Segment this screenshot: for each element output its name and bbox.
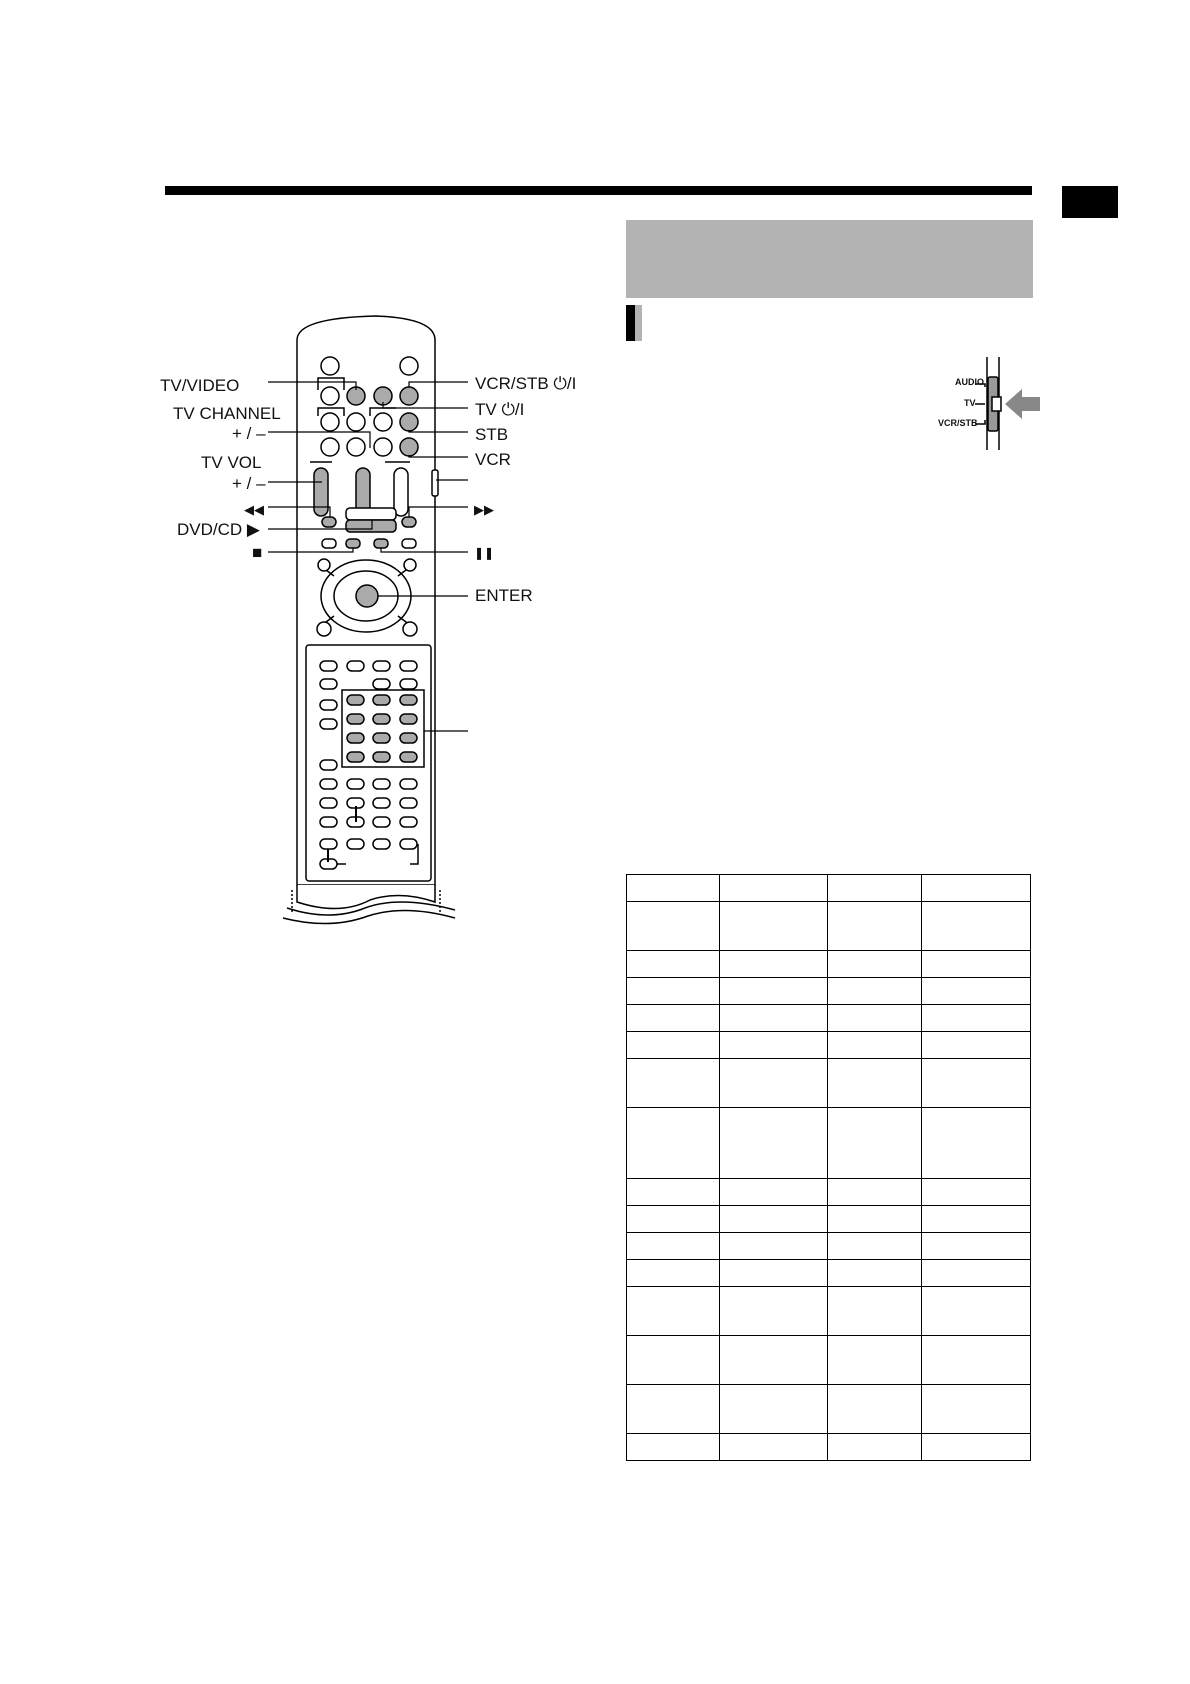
table-cell (922, 1206, 1031, 1233)
table-cell (828, 902, 922, 951)
table-cell (828, 1260, 922, 1287)
table-row (627, 978, 1031, 1005)
table-row (627, 1005, 1031, 1032)
table-cell (922, 1005, 1031, 1032)
table-row (627, 875, 1031, 902)
table-cell (828, 1005, 922, 1032)
table-cell (922, 1108, 1031, 1179)
table-cell (922, 1059, 1031, 1108)
table-cell (627, 875, 720, 902)
table-cell (922, 875, 1031, 902)
table-cell (922, 902, 1031, 951)
table-cell (627, 1005, 720, 1032)
table-row (627, 1287, 1031, 1336)
switch-label-vcr-stb: VCR/STB (938, 418, 978, 428)
table-cell (828, 1233, 922, 1260)
table-cell (719, 978, 828, 1005)
table-cell (922, 1336, 1031, 1385)
table-row (627, 951, 1031, 978)
label-dvd-cd: DVD/CD ▶ (177, 520, 260, 539)
table-cell (627, 1385, 720, 1434)
label-stb: STB (475, 425, 509, 444)
table-cell (922, 978, 1031, 1005)
table-cell (627, 951, 720, 978)
switch-label-audio: AUDIO (955, 377, 984, 387)
table-cell (627, 1287, 720, 1336)
table-cell (719, 1206, 828, 1233)
table-cell (719, 875, 828, 902)
table-cell (627, 902, 720, 951)
table-cell (627, 1434, 720, 1461)
table-cell (922, 951, 1031, 978)
table-cell (627, 978, 720, 1005)
table-row (627, 1434, 1031, 1461)
table-cell (828, 1385, 922, 1434)
table-cell (719, 1233, 828, 1260)
table-cell (719, 1059, 828, 1108)
table-cell (719, 902, 828, 951)
label-rewind: ◀◀ (244, 502, 264, 517)
label-pause: ❚❚ (474, 546, 495, 560)
table-row (627, 1336, 1031, 1385)
label-enter: ENTER (475, 586, 533, 605)
table-cell (627, 1336, 720, 1385)
table-cell (828, 1287, 922, 1336)
table-cell (922, 1233, 1031, 1260)
label-tv-vol: TV VOL (201, 453, 262, 472)
table-cell (922, 1385, 1031, 1434)
table-cell (719, 1179, 828, 1206)
table-cell (828, 1206, 922, 1233)
table-cell (828, 875, 922, 902)
table-cell (828, 1032, 922, 1059)
table-cell (922, 1260, 1031, 1287)
table-cell (627, 1108, 720, 1179)
table-cell (828, 1336, 922, 1385)
label-tv-vol-pm: + / – (232, 474, 266, 493)
label-vcr-stb-power: VCR/STB ⏻/I (475, 374, 577, 393)
table-cell (922, 1179, 1031, 1206)
table-cell (922, 1287, 1031, 1336)
table-cell (719, 1385, 828, 1434)
label-tv-video: TV/VIDEO (160, 376, 240, 395)
table-cell (828, 1179, 922, 1206)
table-cell (719, 1032, 828, 1059)
empty-code-table (626, 874, 1031, 1461)
table-cell (627, 1206, 720, 1233)
switch-label-tv: TV (964, 398, 976, 408)
table-cell (719, 1005, 828, 1032)
label-tv-channel: TV CHANNEL (173, 404, 281, 423)
label-ffwd: ▶▶ (474, 502, 494, 517)
table-row (627, 1032, 1031, 1059)
table-cell (719, 951, 828, 978)
table-cell (828, 951, 922, 978)
table-row (627, 1108, 1031, 1179)
table-cell (627, 1032, 720, 1059)
label-tv-power: TV ⏻/I (475, 400, 525, 419)
table-cell (828, 1434, 922, 1461)
table-cell (828, 978, 922, 1005)
table-row (627, 1233, 1031, 1260)
table-row (627, 1059, 1031, 1108)
table-cell (719, 1287, 828, 1336)
table-row (627, 1385, 1031, 1434)
table-cell (922, 1032, 1031, 1059)
table-cell (719, 1108, 828, 1179)
table-cell (627, 1260, 720, 1287)
label-tv-channel-pm: + / – (232, 424, 266, 443)
table-row (627, 1179, 1031, 1206)
table-row (627, 902, 1031, 951)
table-cell (627, 1059, 720, 1108)
table-cell (627, 1179, 720, 1206)
label-vcr: VCR (475, 450, 511, 469)
table-cell (719, 1434, 828, 1461)
label-stop: ■ (252, 543, 263, 562)
table-cell (828, 1059, 922, 1108)
table-cell (828, 1108, 922, 1179)
table-cell (922, 1434, 1031, 1461)
table-row (627, 1206, 1031, 1233)
table-cell (719, 1260, 828, 1287)
table-cell (719, 1336, 828, 1385)
table-cell (627, 1233, 720, 1260)
table-row (627, 1260, 1031, 1287)
